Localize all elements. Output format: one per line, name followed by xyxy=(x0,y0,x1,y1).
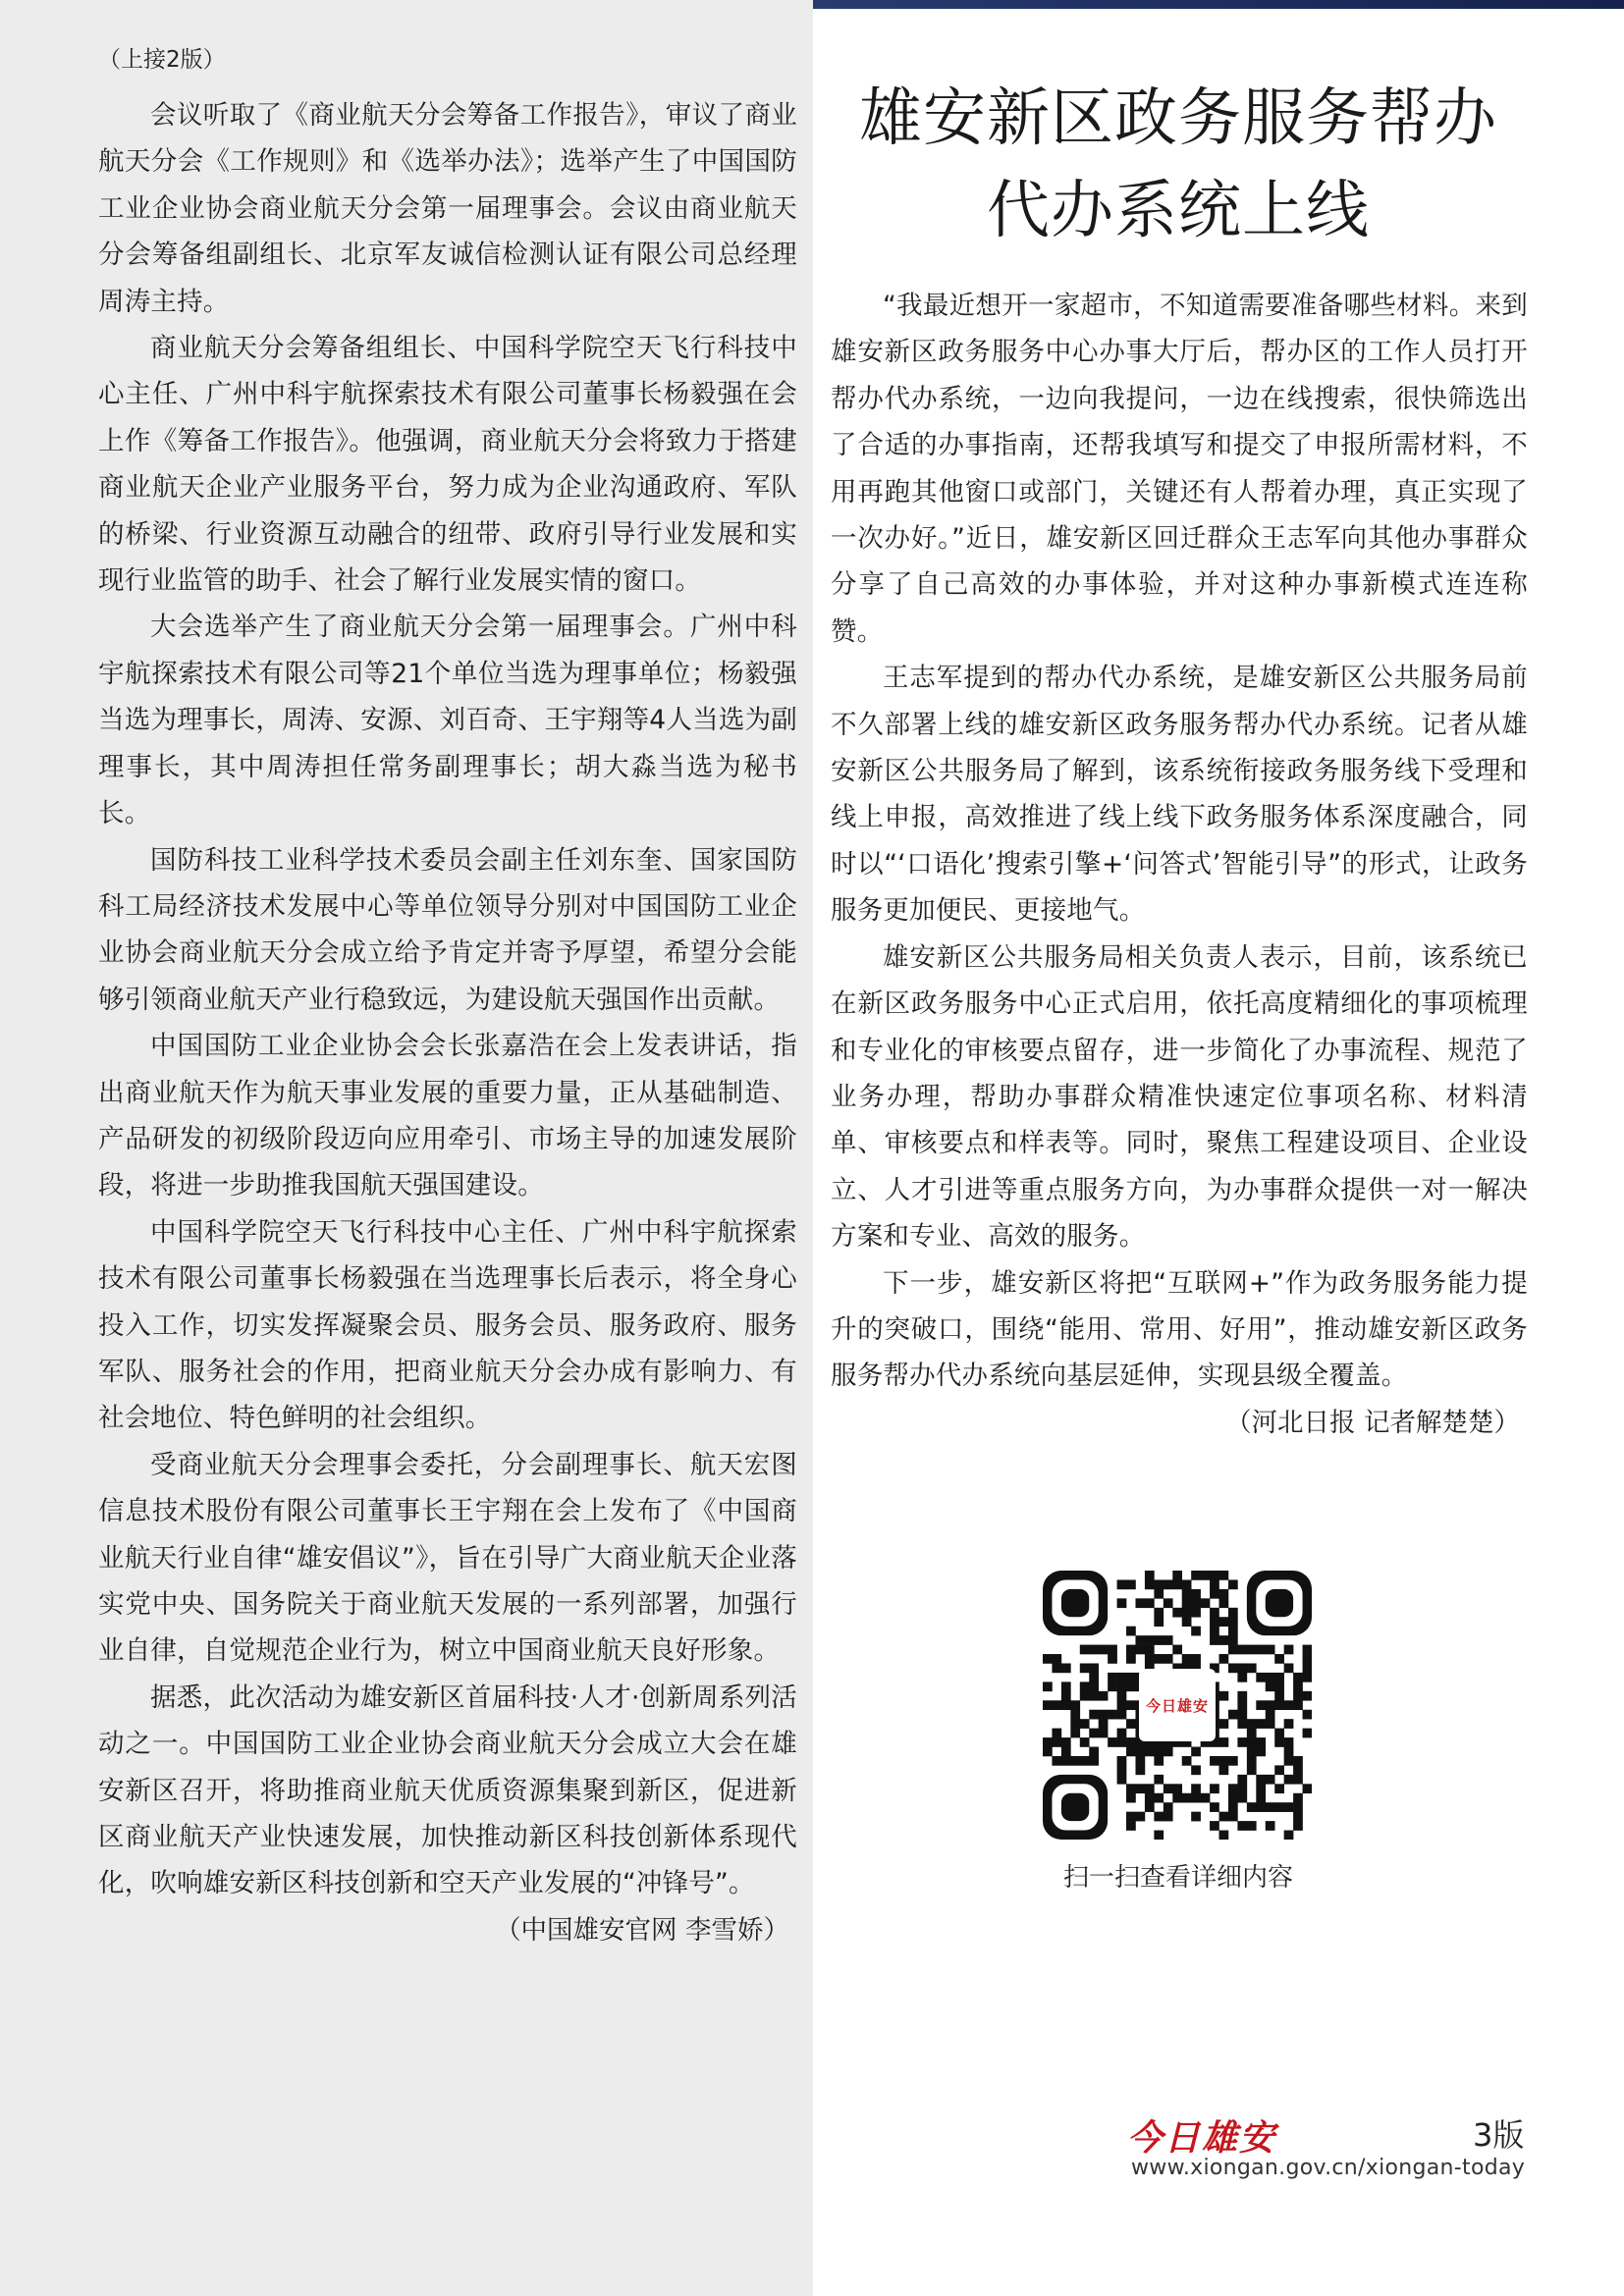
left-paragraph-4: 国防科技工业科学技术委员会副主任刘东奎、国家国防科工局经济技术发展中心等单位领导分别对中国国防工业企业协会商业航天分会成立给予肯定并寄予厚望，希望分会能够引领商业航天产业行稳致远，为建设航天强国作出贡献。 xyxy=(98,844,797,1015)
continued-from-note: （上接2版） xyxy=(98,47,226,73)
left-article xyxy=(98,92,797,1953)
right-paragraph-4: 下一步，雄安新区将把“互联网+”作为政务服务能力提升的突破口，围绕“能用、常用、好用”，推动雄安新区政务服务帮办代办系统向基层延伸，实现县级全覆盖。 xyxy=(831,1267,1528,1392)
left-paragraph-6: 中国科学院空天飞行科技中心主任、广州中科宇航探索技术有限公司董事长杨毅强在当选理事长后表示，将全身心投入工作，切实发挥凝聚会员、服务会员、服务政府、服务军队、服务社会的作用，把商业航天分会办成有影响力、有社会地位、特色鲜明的社会组织。 xyxy=(98,1216,797,1434)
qr-code[interactable] xyxy=(1043,1571,1312,1840)
page-number: 3版 xyxy=(1473,2116,1525,2154)
headline-line-1: 雄安新区政务服务帮办 xyxy=(859,82,1497,155)
right-paragraph-1: “我最近想开一家超市，不知道需要准备哪些材料。来到雄安新区政务服务中心办事大厅后，帮办区的工作人员打开帮办代办系统，一边向我提问，一边在线搜索，很快筛选出了合适的办事指南，还帮我填写和提交了申报所需材料，不用再跑其他窗口或部门，关键还有人帮着办理，真正实现了一次办好。”近日，雄安新区回迁群众王志军向其他办事群众分享了自己高效的办事体验，并对这种办事新模式连连称赞。 xyxy=(831,291,1528,647)
footer-url[interactable]: www.xiongan.gov.cn/xiongan-today xyxy=(1131,2156,1526,2180)
left-paragraph-1: 会议听取了《商业航天分会筹备工作报告》，审议了商业航天分会《工作规则》和《选举办法》；选举产生了中国国防工业企业协会商业航天分会第一届理事会。会议由商业航天分会筹备组副组长、北京军友诚信检测认证有限公司总经理周涛主持。 xyxy=(98,100,797,317)
headline-line-2: 代办系统上线 xyxy=(987,175,1370,247)
right-article-byline: （河北日报 记者解楚楚） xyxy=(1225,1407,1520,1438)
right-paragraph-2: 王志军提到的帮办代办系统，是雄安新区公共服务局前不久部署上线的雄安新区政务服务帮办代办系统。记者从雄安新区公共服务局了解到，该系统衔接政务服务线下受理和线上申报，高效推进了线上线下政务服务体系深度融合，同时以“‘口语化’搜索引擎+‘问答式’智能引导”的形式，让政务服务更加便民、更接地气。 xyxy=(831,663,1528,927)
left-paragraph-5: 中国国防工业企业协会会长张嘉浩在会上发表讲话，指出商业航天作为航天事业发展的重要力量，正从基础制造、产品研发的初级阶段迈向应用牵引、市场主导的加速发展阶段，将进一步助推我国航天强国建设。 xyxy=(98,1031,797,1201)
right-article xyxy=(831,283,1528,1446)
left-paragraph-8: 据悉，此次活动为雄安新区首届科技·人才·创新周系列活动之一。中国国防工业企业协会商业航天分会成立大会在雄安新区召开，将助推商业航天优质资源集聚到新区，促进新区商业航天产业快速发展，加快推动新区科技创新体系现代化，吹响雄安新区科技创新和空天产业发展的“冲锋号”。 xyxy=(98,1682,797,1899)
left-paragraph-7: 受商业航天分会理事会委托，分会副理事长、航天宏图信息技术股份有限公司董事长王宇翔在会上发布了《中国商业航天行业自律“雄安倡议”》，旨在引导广大商业航天企业落实党中央、国务院关于商业航天发展的一系列部署，加强行业自律，自觉规范企业行为，树立中国商业航天良好形象。 xyxy=(98,1449,797,1667)
left-paragraph-2: 商业航天分会筹备组组长、中国科学院空天飞行科技中心主任、广州中科宇航探索技术有限公司董事长杨毅强在会上作《筹备工作报告》。他强调，商业航天分会将致力于搭建商业航天企业产业服务平台，努力成为企业沟通政府、军队的桥梁、行业资源互动融合的纽带、政府引导行业发展和实现行业监管的助手、社会了解行业发展实情的窗口。 xyxy=(98,333,797,597)
footer-logo: 今日雄安 xyxy=(1127,2117,1277,2159)
left-paragraph-3: 大会选举产生了商业航天分会第一届理事会。广州中科宇航探索技术有限公司等21个单位当选为理事单位；杨毅强当选为理事长，周涛、安源、刘百奇、王宇翔等4人当选为副理事长，其中周涛担任常务副理事长；胡大淼当选为秘书长。 xyxy=(98,612,797,829)
qr-center-logo: 今日雄安 xyxy=(1139,1669,1216,1741)
right-paragraph-3: 雄安新区公共服务局相关负责人表示，目前，该系统已在新区政务服务中心正式启用，依托高度精细化的事项梳理和专业化的审核要点留存，进一步简化了办事流程、规范了业务办理，帮助办事群众精准快速定位事项名称、材料清单、审核要点和样表等。同时，聚焦工程建设项目、企业设立、人才引进等重点服务方向，为办事群众提供一对一解决方案和专业、高效的服务。 xyxy=(831,941,1528,1253)
top-accent-bar xyxy=(813,0,1624,9)
qr-caption: 扫一扫查看详细内容 xyxy=(1062,1863,1293,1893)
left-article-byline: （中国雄安官网 李雪娇） xyxy=(495,1914,789,1946)
right-article-headline xyxy=(825,73,1532,257)
